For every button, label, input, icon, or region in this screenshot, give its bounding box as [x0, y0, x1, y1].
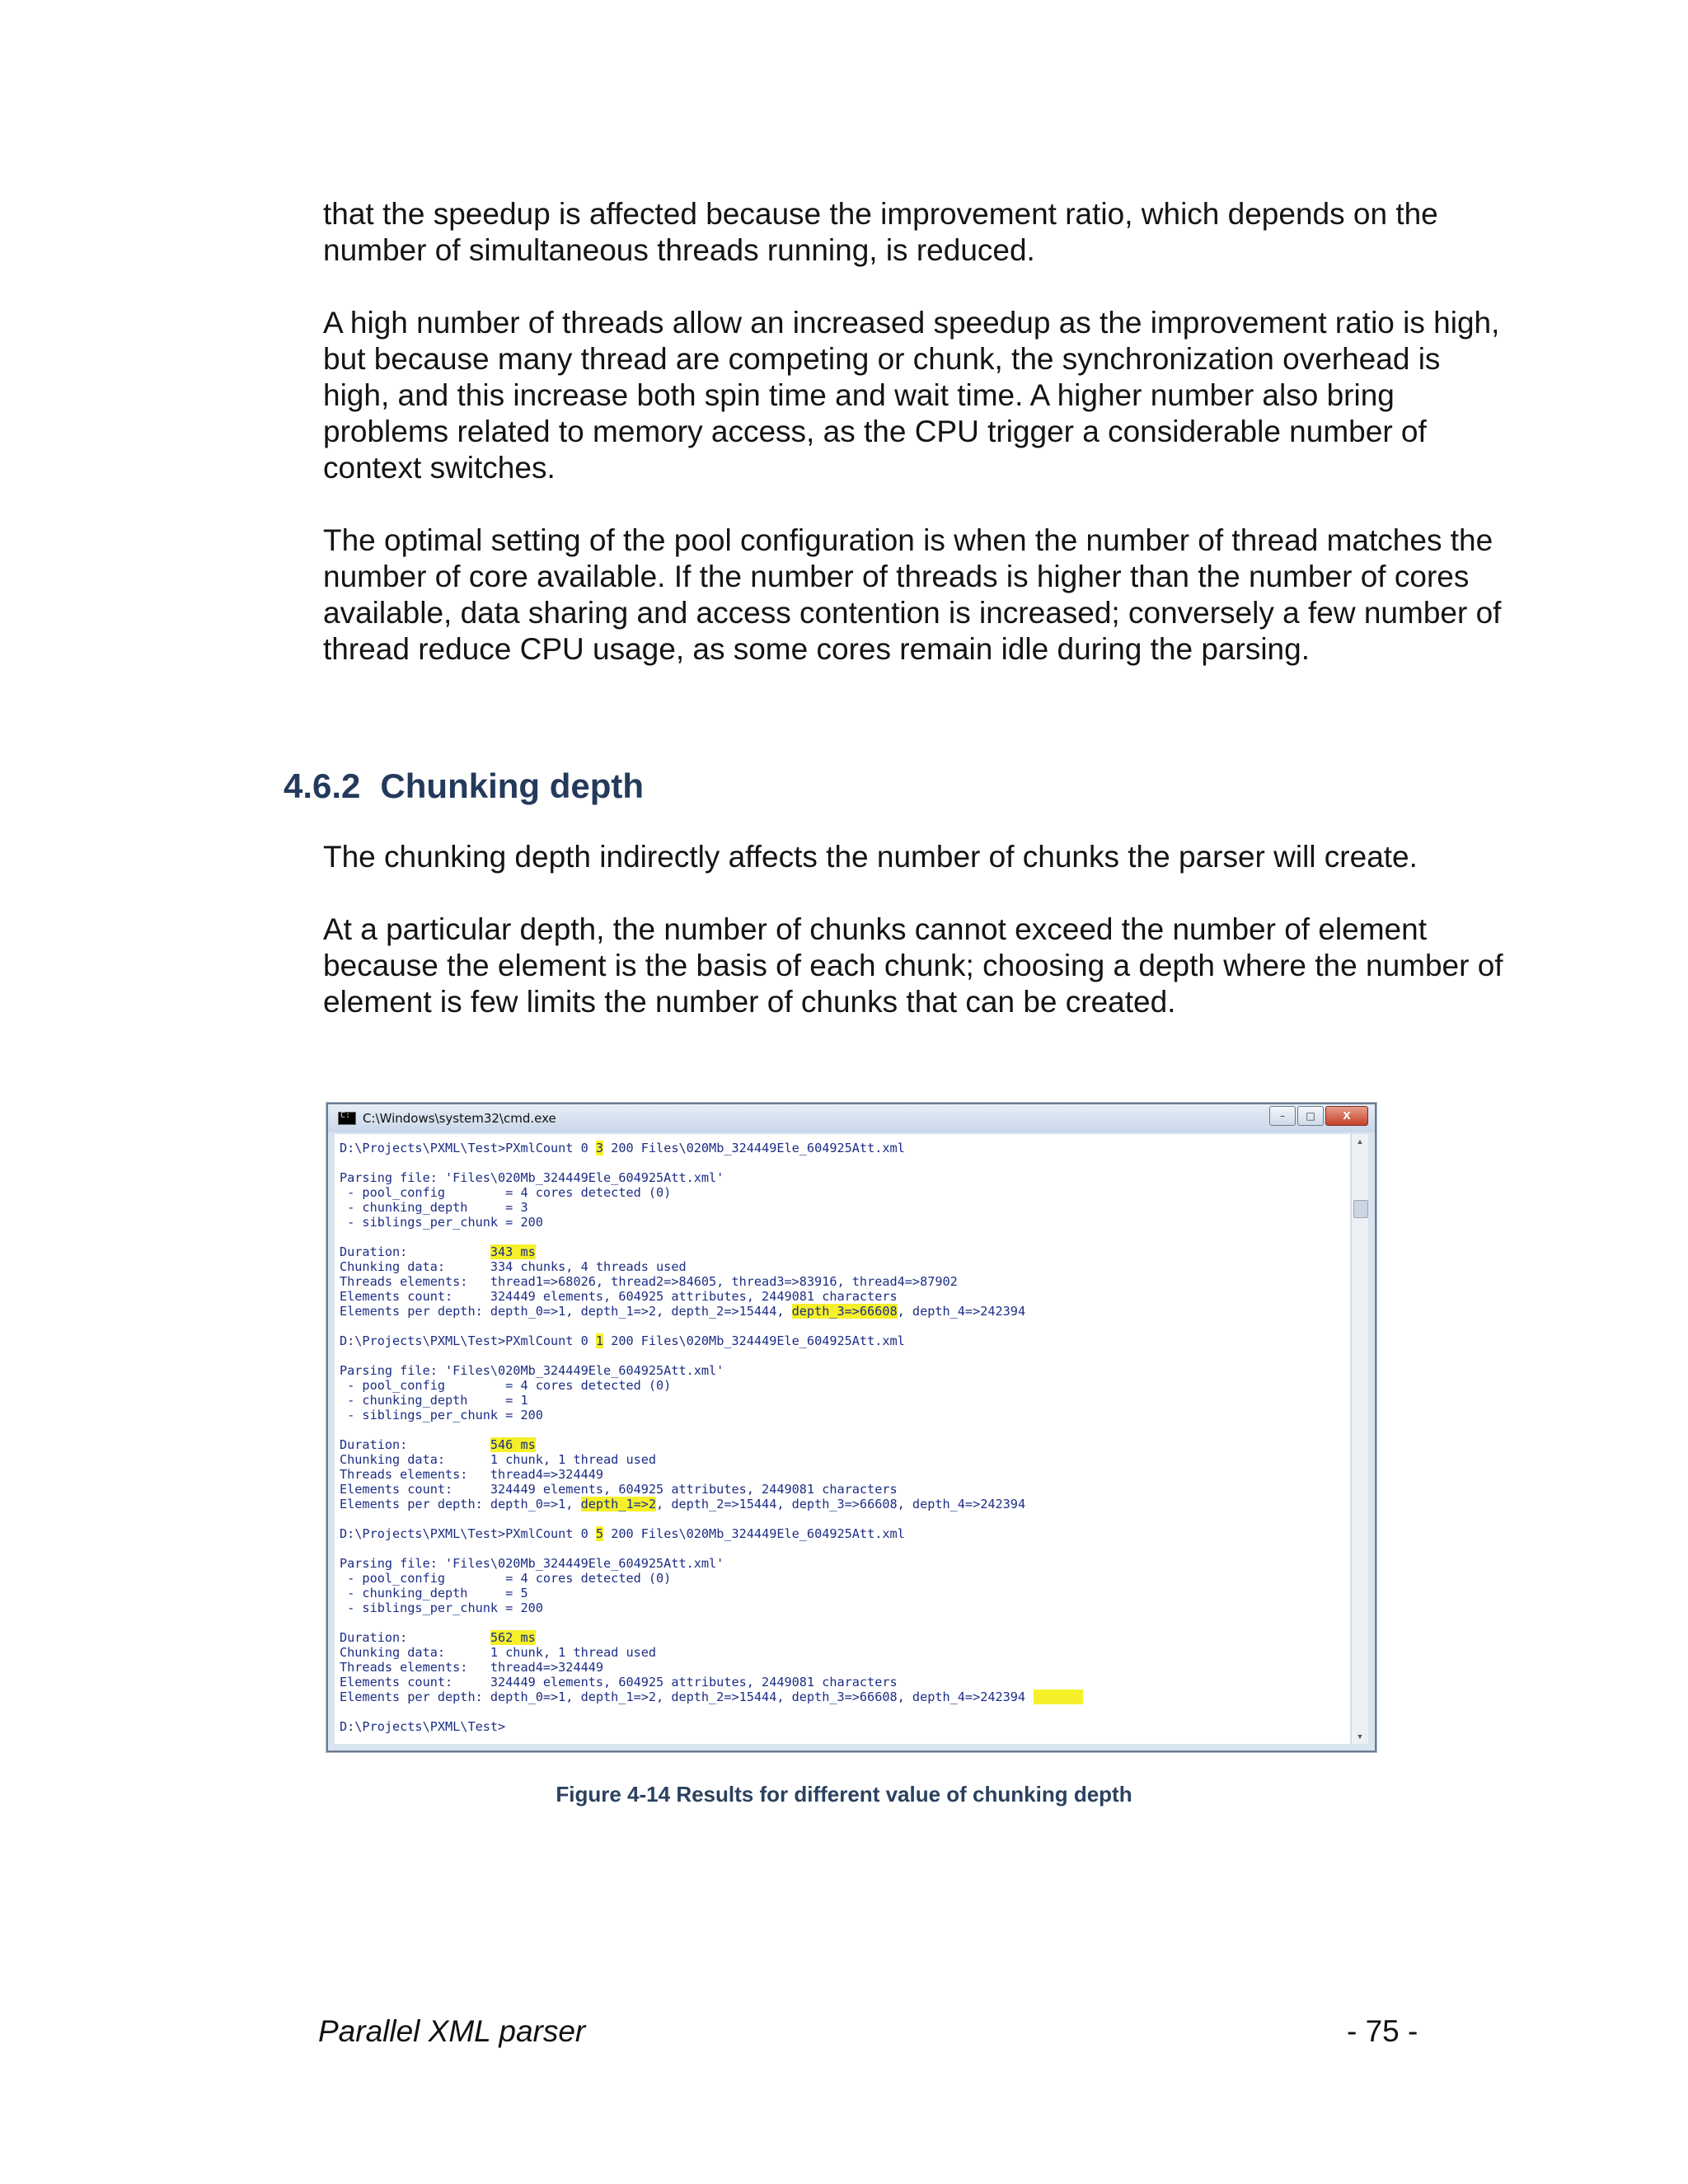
depth-highlight: depth_3=>66608 [791, 1304, 898, 1319]
command-args: 200 Files\020Mb_324449Ele_604925Att.xml [603, 1526, 905, 1541]
depth-label: Elements per depth: [340, 1690, 490, 1704]
threads-value: thread1=>68026, thread2=>84605, thread3=>83916, thread4=>87902 [490, 1274, 958, 1289]
elements-value: 324449 elements, 604925 attributes, 2449081 characters [490, 1289, 898, 1304]
section-number: 4.6.2 [284, 766, 361, 805]
paragraph-text: A high number of threads allow an increased speedup as the improvement ratio is high, but because many thread are competing or chunk, the synchronization overhead is high, and this increase both spin time and wait time. A higher number also bring problems related to memory access, as the CPU trigger a considerable number of context switches. [323, 306, 1500, 485]
threads-label: Threads elements: [340, 1467, 490, 1482]
pool-config-line: - pool_config = 4 cores detected (0) [340, 1185, 672, 1200]
command-args: 200 Files\020Mb_324449Ele_604925Att.xml [603, 1141, 905, 1155]
threads-value: thread4=>324449 [490, 1660, 604, 1675]
duration-highlight: 343 ms [490, 1244, 536, 1259]
terminal-output [335, 1134, 1350, 1744]
pool-config-line: - pool_config = 4 cores detected (0) [340, 1571, 672, 1586]
depth-values: depth_0=>1, [490, 1497, 581, 1511]
depth-label: Elements per depth: [340, 1304, 490, 1319]
paragraph-speedup [323, 196, 1510, 269]
run-1 [340, 1141, 1025, 1319]
cmd-title: C:\Windows\system32\cmd.exe [363, 1111, 556, 1126]
cmd-window-screenshot [326, 1103, 1376, 1752]
scroll-up-arrow-icon[interactable]: ▲ [1356, 1137, 1364, 1146]
paragraph-threads [323, 305, 1510, 486]
command-prompt: D:\Projects\PXML\Test> [340, 1719, 506, 1734]
siblings-line: - siblings_per_chunk = 200 [340, 1408, 543, 1422]
elements-label: Elements count: [340, 1289, 490, 1304]
threads-label: Threads elements: [340, 1660, 490, 1675]
run-2 [340, 1333, 1025, 1511]
page-number: - 75 - [1347, 2014, 1418, 2048]
minimize-button[interactable]: – [1269, 1106, 1296, 1126]
chunking-depth-line: - chunking_depth = 3 [340, 1200, 528, 1215]
duration-label: Duration: [340, 1630, 490, 1645]
depth-arg-highlight: 1 [595, 1333, 604, 1348]
highlighter-mark [1034, 1690, 1083, 1704]
siblings-line: - siblings_per_chunk = 200 [340, 1601, 543, 1615]
threads-label: Threads elements: [340, 1274, 490, 1289]
parsing-file-line: Parsing file: 'Files\020Mb_324449Ele_604925Att.xml' [340, 1556, 724, 1571]
chunking-label: Chunking data: [340, 1452, 490, 1467]
paragraph-chunking-limit [323, 912, 1510, 1020]
siblings-line: - siblings_per_chunk = 200 [340, 1215, 543, 1230]
scroll-thumb[interactable] [1353, 1200, 1368, 1218]
chunking-depth-line: - chunking_depth = 5 [340, 1586, 528, 1601]
depth-highlight: depth_1=>2 [580, 1497, 657, 1511]
threads-value: thread4=>324449 [490, 1467, 604, 1482]
footer-title: Parallel XML parser [318, 2014, 586, 2048]
chunking-label: Chunking data: [340, 1645, 490, 1660]
depth-arg-highlight: 3 [595, 1141, 604, 1155]
chunking-depth-line: - chunking_depth = 1 [340, 1393, 528, 1408]
parsing-file-line: Parsing file: 'Files\020Mb_324449Ele_604925Att.xml' [340, 1363, 724, 1378]
paragraph-text: At a particular depth, the number of chunks cannot exceed the number of element because the element is the basis of each chunk; choosing a depth where the number of element is few limits the number of chunks that can be created. [323, 912, 1503, 1019]
depth-values: depth_0=>1, depth_1=>2, depth_2=>15444, depth_3=>66608, depth_4=>242394 [490, 1690, 1026, 1704]
duration-highlight: 562 ms [490, 1630, 536, 1645]
depth-values-rest: , depth_4=>242394 [897, 1304, 1026, 1319]
elements-label: Elements count: [340, 1482, 490, 1497]
close-button[interactable]: X [1325, 1106, 1368, 1126]
run-3 [340, 1526, 1083, 1704]
command-line: D:\Projects\PXML\Test>PXmlCount 0 [340, 1333, 596, 1348]
vertical-scrollbar[interactable] [1351, 1134, 1368, 1744]
paragraph-text: The optimal setting of the pool configuration is when the number of thread matches the number of core available. If the number of threads is higher than the number of cores available, data sharing and access contention is increased; conversely a few number of thread reduce CPU usage, as some cores remain idle during the parsing. [323, 523, 1502, 666]
section-title: Chunking depth [380, 766, 645, 805]
window-controls [1268, 1106, 1368, 1126]
duration-label: Duration: [340, 1244, 490, 1259]
command-line: D:\Projects\PXML\Test>PXmlCount 0 [340, 1141, 596, 1155]
elements-value: 324449 elements, 604925 attributes, 2449081 characters [490, 1675, 898, 1690]
duration-highlight: 546 ms [490, 1437, 536, 1452]
depth-values: depth_0=>1, depth_1=>2, depth_2=>15444, [490, 1304, 792, 1319]
section-heading [284, 766, 644, 806]
chunking-value: 1 chunk, 1 thread used [490, 1645, 657, 1660]
chunking-label: Chunking data: [340, 1259, 490, 1274]
depth-arg-highlight: 5 [595, 1526, 604, 1541]
paragraph-text: that the speedup is affected because the improvement ratio, which depends on the number of simultaneous threads running, is reduced. [323, 197, 1438, 267]
duration-label: Duration: [340, 1437, 490, 1452]
chunking-value: 1 chunk, 1 thread used [490, 1452, 657, 1467]
console-icon [338, 1112, 356, 1125]
maximize-button[interactable]: □ [1297, 1106, 1324, 1126]
elements-label: Elements count: [340, 1675, 490, 1690]
figure-caption: Figure 4-14 Results for different value of chunking depth [556, 1782, 1132, 1807]
parsing-file-line: Parsing file: 'Files\020Mb_324449Ele_604925Att.xml' [340, 1170, 724, 1185]
chunking-value: 334 chunks, 4 threads used [490, 1259, 687, 1274]
command-args: 200 Files\020Mb_324449Ele_604925Att.xml [603, 1333, 905, 1348]
terminal-text [335, 1134, 1350, 1734]
cmd-titlebar [328, 1104, 1375, 1132]
scroll-down-arrow-icon[interactable]: ▼ [1356, 1732, 1364, 1741]
depth-values-rest: , depth_2=>15444, depth_3=>66608, depth_4=>242394 [656, 1497, 1026, 1511]
pool-config-line: - pool_config = 4 cores detected (0) [340, 1378, 672, 1393]
elements-value: 324449 elements, 604925 attributes, 2449081 characters [490, 1482, 898, 1497]
paragraph-chunking-intro [323, 839, 1510, 875]
depth-label: Elements per depth: [340, 1497, 490, 1511]
paragraph-text: The chunking depth indirectly affects the number of chunks the parser will create. [323, 840, 1418, 874]
paragraph-optimal-setting [323, 523, 1510, 668]
command-line: D:\Projects\PXML\Test>PXmlCount 0 [340, 1526, 596, 1541]
